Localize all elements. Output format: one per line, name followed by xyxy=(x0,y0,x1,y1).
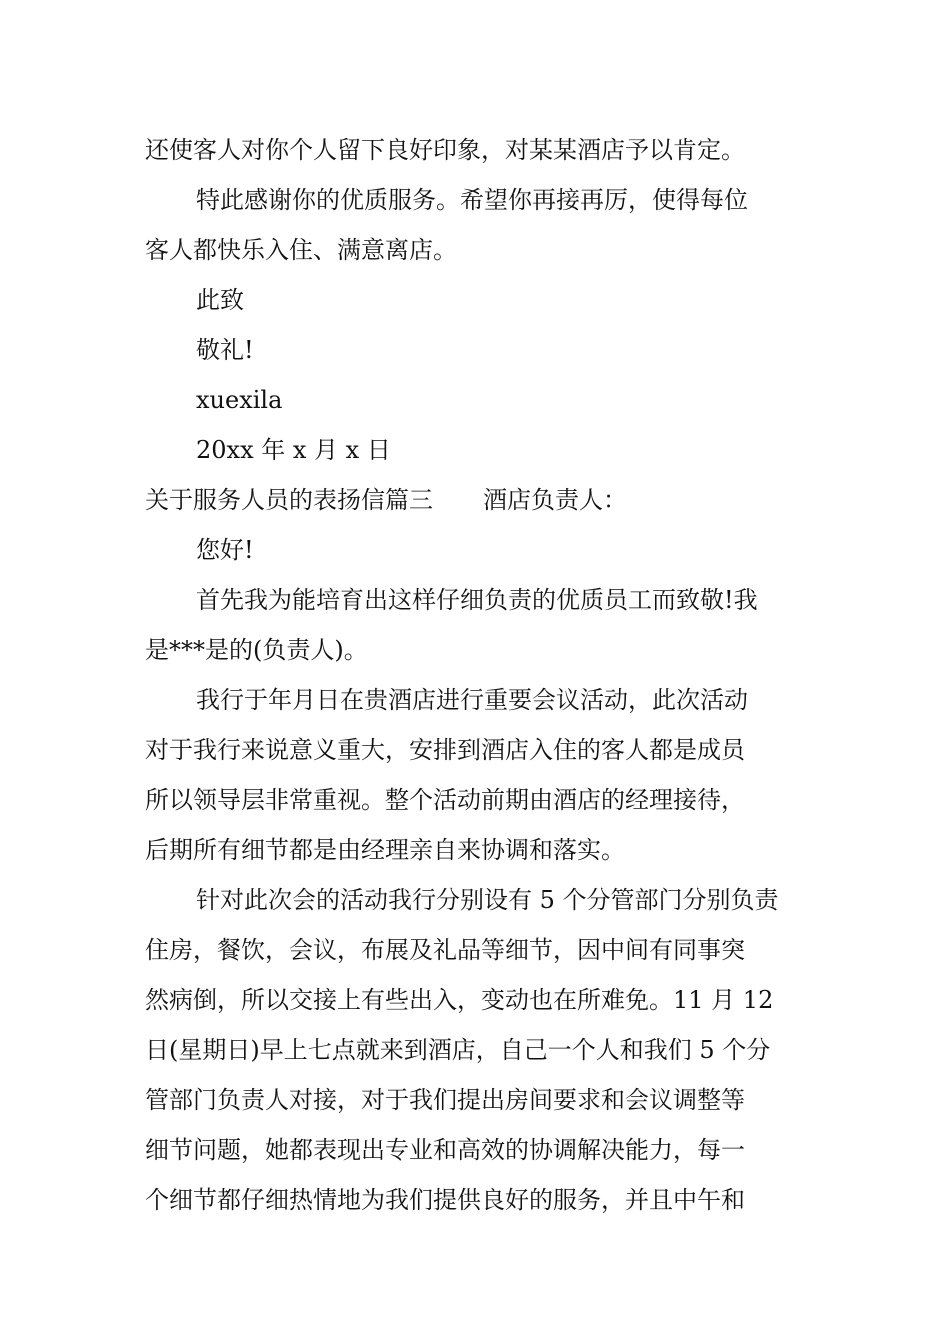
closing-regards: 敬礼! xyxy=(196,336,254,364)
paragraph-line: 住房，餐饮，会议，布展及礼品等细节，因中间有同事突 xyxy=(145,936,745,964)
greeting: 您好! xyxy=(196,536,254,564)
paragraph-line: 所以领导层非常重视。整个活动前期由酒店的经理接待， xyxy=(145,786,745,814)
section-heading: 关于服务人员的表扬信篇三 xyxy=(145,486,433,514)
paragraph-line: 后期所有细节都是由经理亲自来协调和落实。 xyxy=(145,836,625,864)
paragraph-line: 是***是的(负责人)。 xyxy=(145,636,368,664)
paragraph-line: 日(星期日)早上七点就来到酒店，自己一个人和我们 5 个分 xyxy=(145,1036,771,1064)
signature-name: xuexila xyxy=(196,386,283,414)
paragraph-line: 然病倒，所以交接上有些出入，变动也在所难免。11 月 12 xyxy=(145,986,774,1014)
paragraph-line: 客人都快乐入住、满意离店。 xyxy=(145,236,457,264)
paragraph-line: 还使客人对你个人留下良好印象，对某某酒店予以肯定。 xyxy=(145,136,745,164)
paragraph-line: 我行于年月日在贵酒店进行重要会议活动，此次活动 xyxy=(196,686,748,714)
letter-recipient: 酒店负责人： xyxy=(483,486,627,514)
paragraph-line: 细节问题，她都表现出专业和高效的协调解决能力，每一 xyxy=(145,1136,745,1164)
paragraph-line: 对于我行来说意义重大，安排到酒店入住的客人都是成员 xyxy=(145,736,745,764)
paragraph-line: 针对此次会的活动我行分别设有 5 个分管部门分别负责 xyxy=(196,886,779,914)
paragraph-line: 管部门负责人对接，对于我们提出房间要求和会议调整等 xyxy=(145,1086,745,1114)
paragraph-line: 特此感谢你的优质服务。希望你再接再厉，使得每位 xyxy=(196,186,748,214)
paragraph-line: 个细节都仔细热情地为我们提供良好的服务，并且中午和 xyxy=(145,1186,745,1214)
section-heading-line xyxy=(145,485,815,515)
closing-salutation: 此致 xyxy=(196,286,244,314)
paragraph-line: 首先我为能培育出这样仔细负责的优质员工而致敬!我 xyxy=(196,586,758,614)
signature-date: 20xx 年 x 月 x 日 xyxy=(196,436,391,464)
